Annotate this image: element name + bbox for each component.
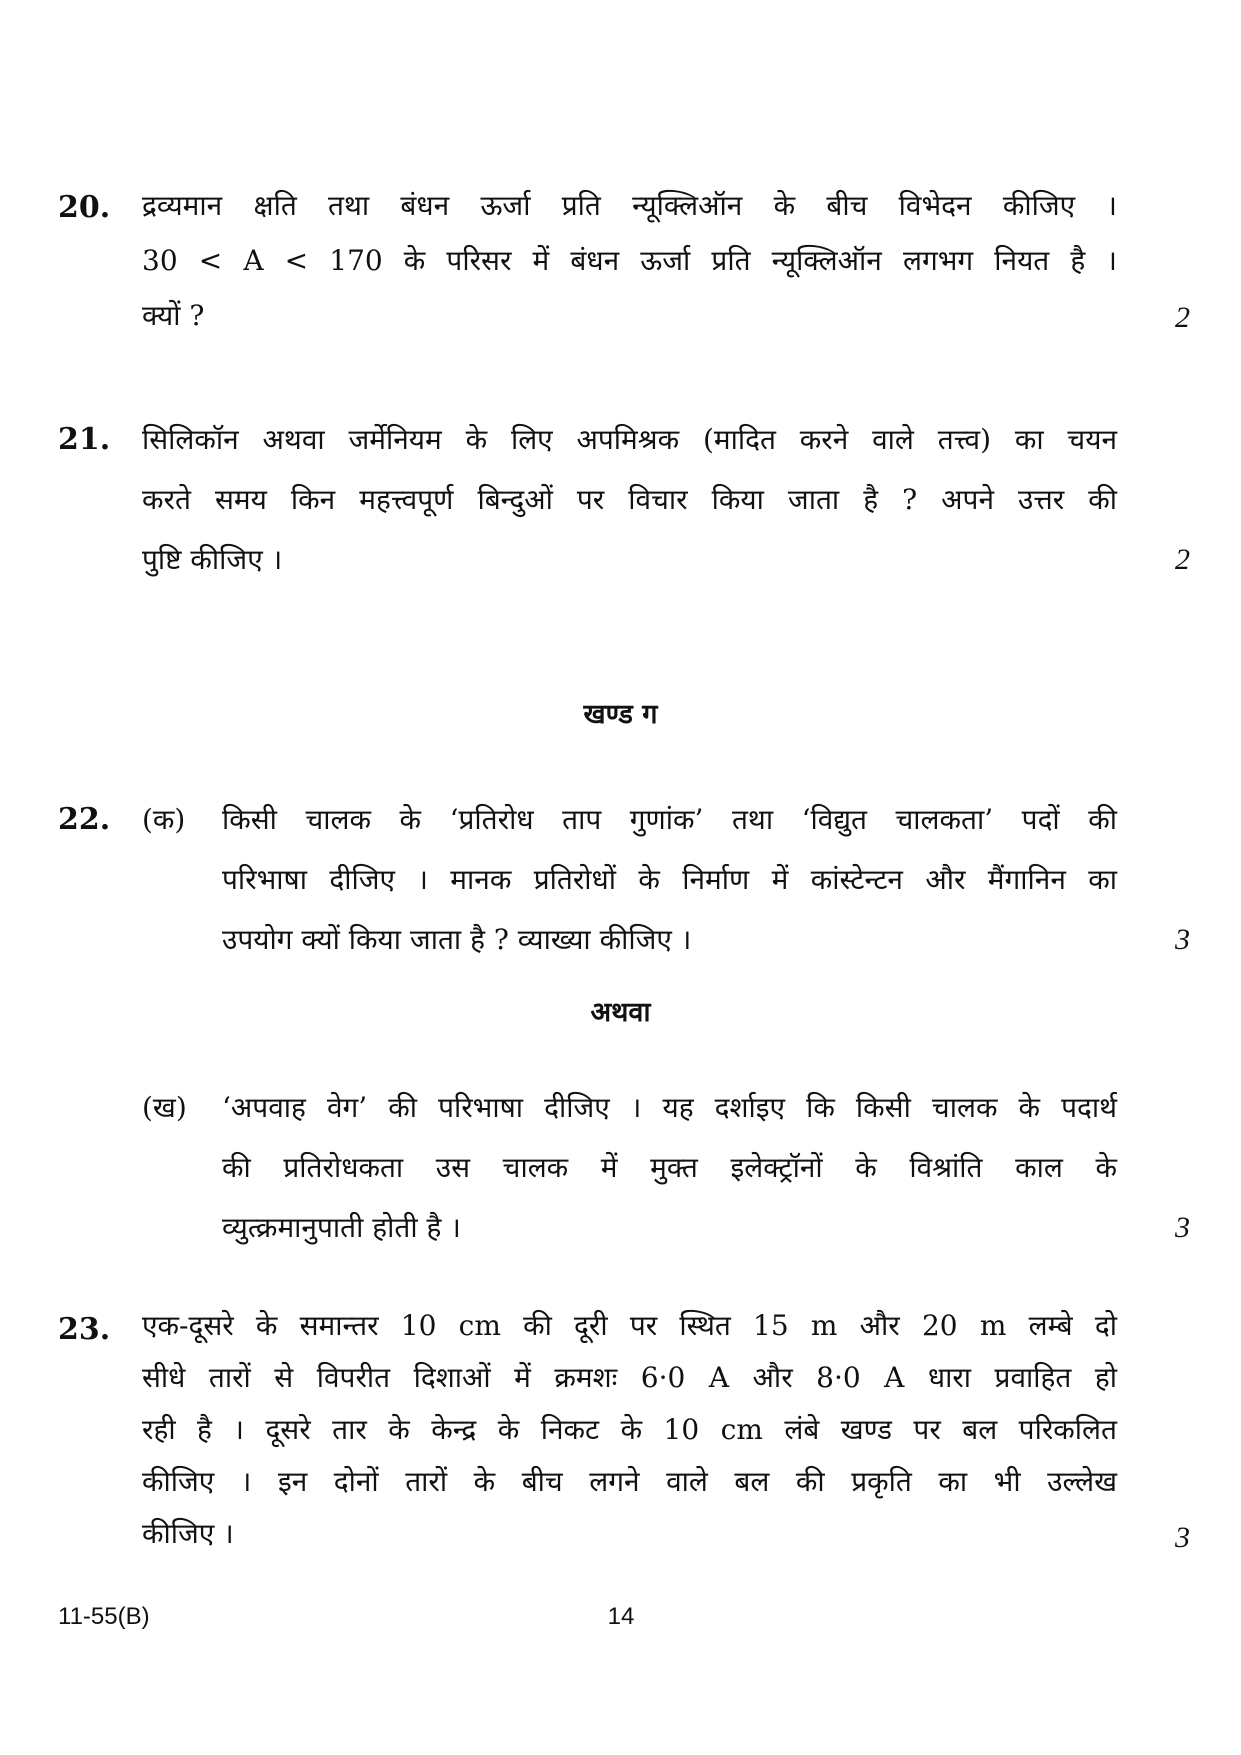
question-20-number: 20. xyxy=(58,190,111,225)
question-23-marks: 3 xyxy=(1175,1521,1190,1554)
question-22a-line: परिभाषा दीजिए । मानक प्रतिरोधों के निर्माण में कांस्टेन्टन और मैंगानिन का xyxy=(222,863,1117,896)
paper-code: 11-55(B) xyxy=(58,1603,150,1630)
question-21-line: सिलिकॉन अथवा जर्मेनियम के लिए अपमिश्रक (मादित करने वाले तत्त्व) का चयन xyxy=(142,423,1117,456)
question-20-text xyxy=(142,178,1117,343)
question-21-marks: 2 xyxy=(1175,543,1190,576)
question-22b-line: ‘अपवाह वेग’ की परिभाषा दीजिए । यह दर्शाइए कि किसी चालक के पदार्थ xyxy=(222,1091,1117,1124)
question-20-line: द्रव्यमान क्षति तथा बंधन ऊर्जा प्रति न्यूक्लिऑन के बीच विभेदन कीजिए । xyxy=(142,189,1117,222)
question-20-line: 30 < A < 170 के परिसर में बंधन ऊर्जा प्रति न्यूक्लिऑन लगभग नियत है । xyxy=(142,244,1117,277)
question-22b-line: की प्रतिरोधकता उस चालक में मुक्त इलेक्ट्रॉनों के विश्रांति काल के xyxy=(222,1151,1117,1184)
question-22-part-a-label: (क) xyxy=(142,803,186,836)
page-number: 14 xyxy=(607,1603,635,1630)
question-21-text xyxy=(142,410,1117,590)
question-21-line: करते समय किन महत्त्वपूर्ण बिन्दुओं पर विचार किया जाता है ? अपने उत्तर की xyxy=(142,483,1117,516)
question-22a-line: किसी चालक के ‘प्रतिरोध ताप गुणांक’ तथा ‘विद्युत चालकता’ पदों की xyxy=(222,803,1117,836)
question-22-part-b-text xyxy=(222,1078,1117,1258)
question-20-line: क्यों ? xyxy=(142,299,205,332)
question-21-line: पुष्टि कीजिए । xyxy=(142,543,283,576)
question-23-line: एक-दूसरे के समान्तर 10 cm की दूरी पर स्थित 15 m और 20 m लम्बे दो xyxy=(142,1309,1117,1342)
question-22-part-a-text xyxy=(222,790,1117,970)
question-22b-line: व्युत्क्रमानुपाती होती है । xyxy=(222,1211,461,1244)
question-21-number: 21. xyxy=(58,422,111,457)
question-22a-line: उपयोग क्यों किया जाता है ? व्याख्या कीजिए । xyxy=(222,923,692,956)
question-23-line: कीजिए । इन दोनों तारों के बीच लगने वाले बल की प्रकृति का भी उल्लेख xyxy=(142,1465,1117,1498)
or-separator: अथवा xyxy=(590,997,651,1028)
question-23-text xyxy=(142,1300,1117,1560)
question-20-marks: 2 xyxy=(1175,301,1190,334)
question-23-number: 23. xyxy=(58,1312,111,1347)
question-22-part-b-marks: 3 xyxy=(1175,1211,1190,1244)
question-22-part-b-label: (ख) xyxy=(142,1091,187,1124)
question-22-part-a-marks: 3 xyxy=(1175,923,1190,956)
question-23-line: रही है । दूसरे तार के केन्द्र के निकट के 10 cm लंबे खण्ड पर बल परिकलित xyxy=(142,1413,1117,1446)
section-c-heading: खण्ड ग xyxy=(583,699,658,730)
question-23-line: सीधे तारों से विपरीत दिशाओं में क्रमशः 6·0 A और 8·0 A धारा प्रवाहित हो xyxy=(142,1361,1117,1394)
question-23-line: कीजिए । xyxy=(142,1517,234,1550)
question-22-number: 22. xyxy=(58,802,111,837)
